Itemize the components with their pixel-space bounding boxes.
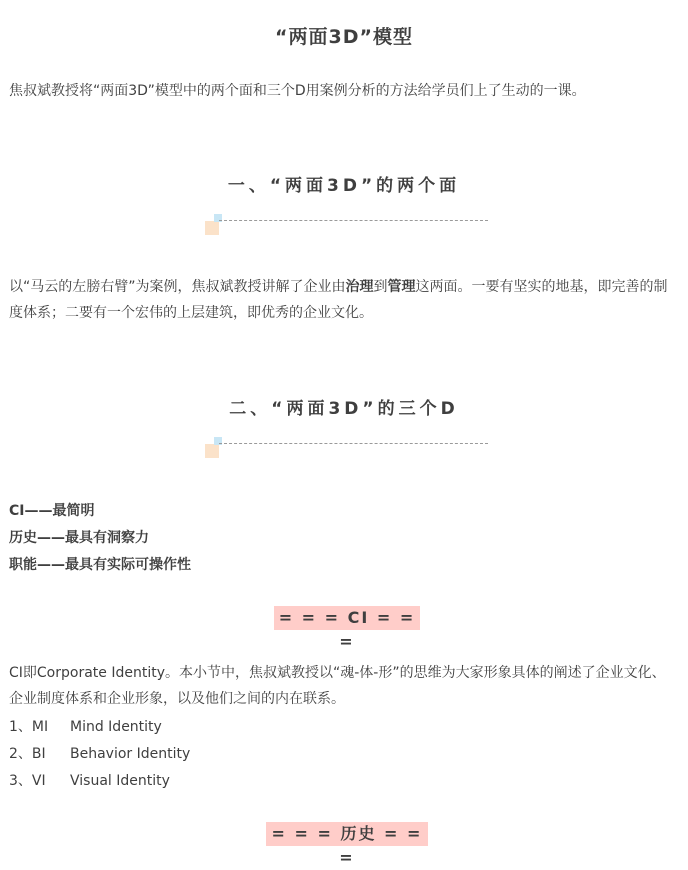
divider-dashed-line	[219, 443, 488, 444]
d-item-history: 历史——最具有洞察力	[9, 530, 149, 546]
article-title: “两面3D”模型	[275, 26, 413, 48]
d-item-function: 职能——最具有实际可操作性	[9, 557, 191, 573]
list-item-number: 1、MI	[9, 719, 49, 735]
d-item-ci: CI——最简明	[9, 503, 95, 519]
section1-text-pre: 以“马云的左膀右臂”为案例，焦叔斌教授讲解了企业由	[9, 279, 346, 295]
section-divider	[205, 437, 490, 457]
list-item	[9, 744, 190, 764]
section-heading-two-faces: 一、“两面3D”的两个面	[227, 176, 461, 196]
list-item	[9, 771, 170, 791]
section1-bold-governance: 治理	[345, 279, 374, 295]
divider-square-orange	[205, 444, 219, 458]
list-item-number: 2、BI	[9, 746, 46, 762]
list-item-name: Behavior Identity	[70, 746, 191, 762]
divider-square-orange	[205, 221, 219, 235]
section1-text-mid: 到	[373, 279, 388, 295]
section1-text-post: 这两面。一要有坚实的地基，即完善的制度体系；二要有一个宏伟的上层建筑，即优秀的企业文化。	[9, 279, 668, 321]
section1-paragraph	[9, 274, 679, 326]
list-item-name: Mind Identity	[70, 719, 162, 735]
divider-dashed-line	[219, 220, 488, 221]
section-divider	[205, 214, 490, 234]
list-item-number: 3、VI	[9, 773, 46, 789]
history-section-label: = = = 历史 = = =	[266, 822, 428, 846]
ci-paragraph: CI即Corporate Identity。本小节中，焦叔斌教授以“魂-体-形”的思维为大家形象具体的阐述了企业文化、企业制度体系和企业形象，以及他们之间的内在联系。	[9, 665, 666, 707]
section-heading-three-d: 二、“两面3D”的三个D	[229, 399, 459, 419]
list-item-name: Visual Identity	[70, 773, 170, 789]
intro-paragraph: 焦叔斌教授将“两面3D”模型中的两个面和三个D用案例分析的方法给学员们上了生动的一课。	[9, 83, 586, 99]
list-item	[9, 717, 162, 737]
section1-bold-management: 管理	[387, 279, 416, 295]
ci-section-label: = = = CI = = =	[274, 606, 420, 630]
